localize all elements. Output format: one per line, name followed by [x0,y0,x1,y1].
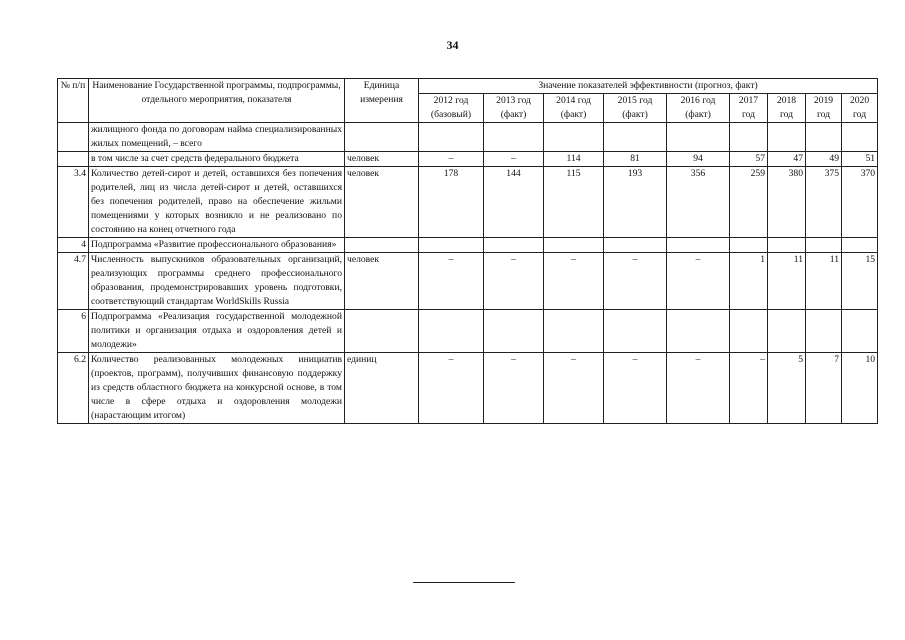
header-year-2016: 2016 год (факт) [667,94,730,123]
table-row [58,123,878,152]
header-year-2019: 2019 год [806,94,842,123]
row-unit: человек [345,253,419,310]
value-2015 [604,123,667,152]
value-2016: – [667,353,730,424]
value-2012: – [419,253,484,310]
value-2013: 144 [484,167,544,238]
value-2017: 57 [730,152,768,167]
value-2016: 356 [667,167,730,238]
value-2017 [730,238,768,253]
table-row [58,152,878,167]
value-2019 [806,310,842,353]
header-name: Наименование Государственной программы, подпрограммы, отдельного мероприятия, показателя [89,79,345,123]
table-row [58,167,878,238]
header-year-2018: 2018 год [768,94,806,123]
value-2013: – [484,353,544,424]
row-unit: человек [345,152,419,167]
header-unit: Единица измерения [345,79,419,123]
value-2017: 259 [730,167,768,238]
value-2016 [667,238,730,253]
value-2018 [768,123,806,152]
value-2018: 5 [768,353,806,424]
page-number: 34 [446,38,459,52]
value-2015 [604,310,667,353]
value-2020: 51 [842,152,878,167]
value-2019: 11 [806,253,842,310]
indicators-table [57,78,878,424]
value-2020 [842,310,878,353]
row-num: 4.7 [58,253,89,310]
header-num: № п/п [58,79,89,123]
header-year-2017: 2017 год [730,94,768,123]
row-num: 6 [58,310,89,353]
table-row [58,310,878,353]
value-2018: 11 [768,253,806,310]
value-2013 [484,123,544,152]
row-unit: единиц [345,353,419,424]
value-2019: 49 [806,152,842,167]
value-2019: 375 [806,167,842,238]
value-2015: 193 [604,167,667,238]
value-2015: 81 [604,152,667,167]
header-row-top [58,79,878,94]
value-2014: – [544,353,604,424]
header-year-2014: 2014 год (факт) [544,94,604,123]
value-2019: 7 [806,353,842,424]
value-2015 [604,238,667,253]
value-2018: 47 [768,152,806,167]
value-2020: 10 [842,353,878,424]
value-2019 [806,123,842,152]
row-num: 3.4 [58,167,89,238]
row-num: 6.2 [58,353,89,424]
value-2017: – [730,353,768,424]
value-2016: – [667,253,730,310]
row-name: Численность выпускников образовательных организаций, реализующих программы среднего профессионального образования, продемонстрировавших уровень подготовки, соответствующий стандартам WorldSkills Russia [89,253,345,310]
value-2013: – [484,253,544,310]
row-num [58,123,89,152]
row-name: жилищного фонда по договорам найма специализированных жилых помещений, – всего [89,123,345,152]
row-unit: человек [345,167,419,238]
value-2020 [842,238,878,253]
value-2013 [484,310,544,353]
value-2017: 1 [730,253,768,310]
table-row [58,253,878,310]
row-name: Подпрограмма «Реализация государственной молодежной политики и организация отдыха и оздоровления детей и молодежи» [89,310,345,353]
value-2018 [768,310,806,353]
value-2016 [667,310,730,353]
value-2018: 380 [768,167,806,238]
value-2014 [544,310,604,353]
header-year-2012: 2012 год (базовый) [419,94,484,123]
row-unit [345,238,419,253]
value-2014: 115 [544,167,604,238]
value-2012: – [419,353,484,424]
value-2014 [544,123,604,152]
header-year-2015: 2015 год (факт) [604,94,667,123]
table-row [58,353,878,424]
value-2015: – [604,353,667,424]
value-2012 [419,238,484,253]
value-2020: 370 [842,167,878,238]
footer-divider [413,582,515,583]
value-2013: – [484,152,544,167]
table-row [58,238,878,253]
value-2012 [419,123,484,152]
row-num: 4 [58,238,89,253]
header-year-2020: 2020 год [842,94,878,123]
row-name: в том числе за счет средств федерального бюджета [89,152,345,167]
value-2016 [667,123,730,152]
value-2012 [419,310,484,353]
value-2012: 178 [419,167,484,238]
row-name: Количество реализованных молодежных инициатив (проектов, программ), получивших финансовую поддержку из средств областного бюджета на конкурсной основе, в том числе в сфере отдыха и оздоровления молодежи (нарастающим итогом) [89,353,345,424]
header-year-2013: 2013 год (факт) [484,94,544,123]
value-2017 [730,123,768,152]
value-2012: – [419,152,484,167]
value-2018 [768,238,806,253]
value-2014: 114 [544,152,604,167]
row-name: Подпрограмма «Развитие профессионального образования» [89,238,345,253]
value-2014: – [544,253,604,310]
header-values-group: Значение показателей эффективности (прогноз, факт) [419,79,878,94]
value-2013 [484,238,544,253]
row-name: Количество детей-сирот и детей, оставшихся без попечения родителей, лиц из числа детей-сирот и детей, оставшихся без попечения родителей, право на обеспечение жильми помещениями у которых возникло и не реализовано по состоянию на конец отчетного года [89,167,345,238]
row-num [58,152,89,167]
value-2016: 94 [667,152,730,167]
value-2020: 15 [842,253,878,310]
value-2020 [842,123,878,152]
value-2015: – [604,253,667,310]
value-2014 [544,238,604,253]
row-unit [345,310,419,353]
value-2019 [806,238,842,253]
value-2017 [730,310,768,353]
row-unit [345,123,419,152]
